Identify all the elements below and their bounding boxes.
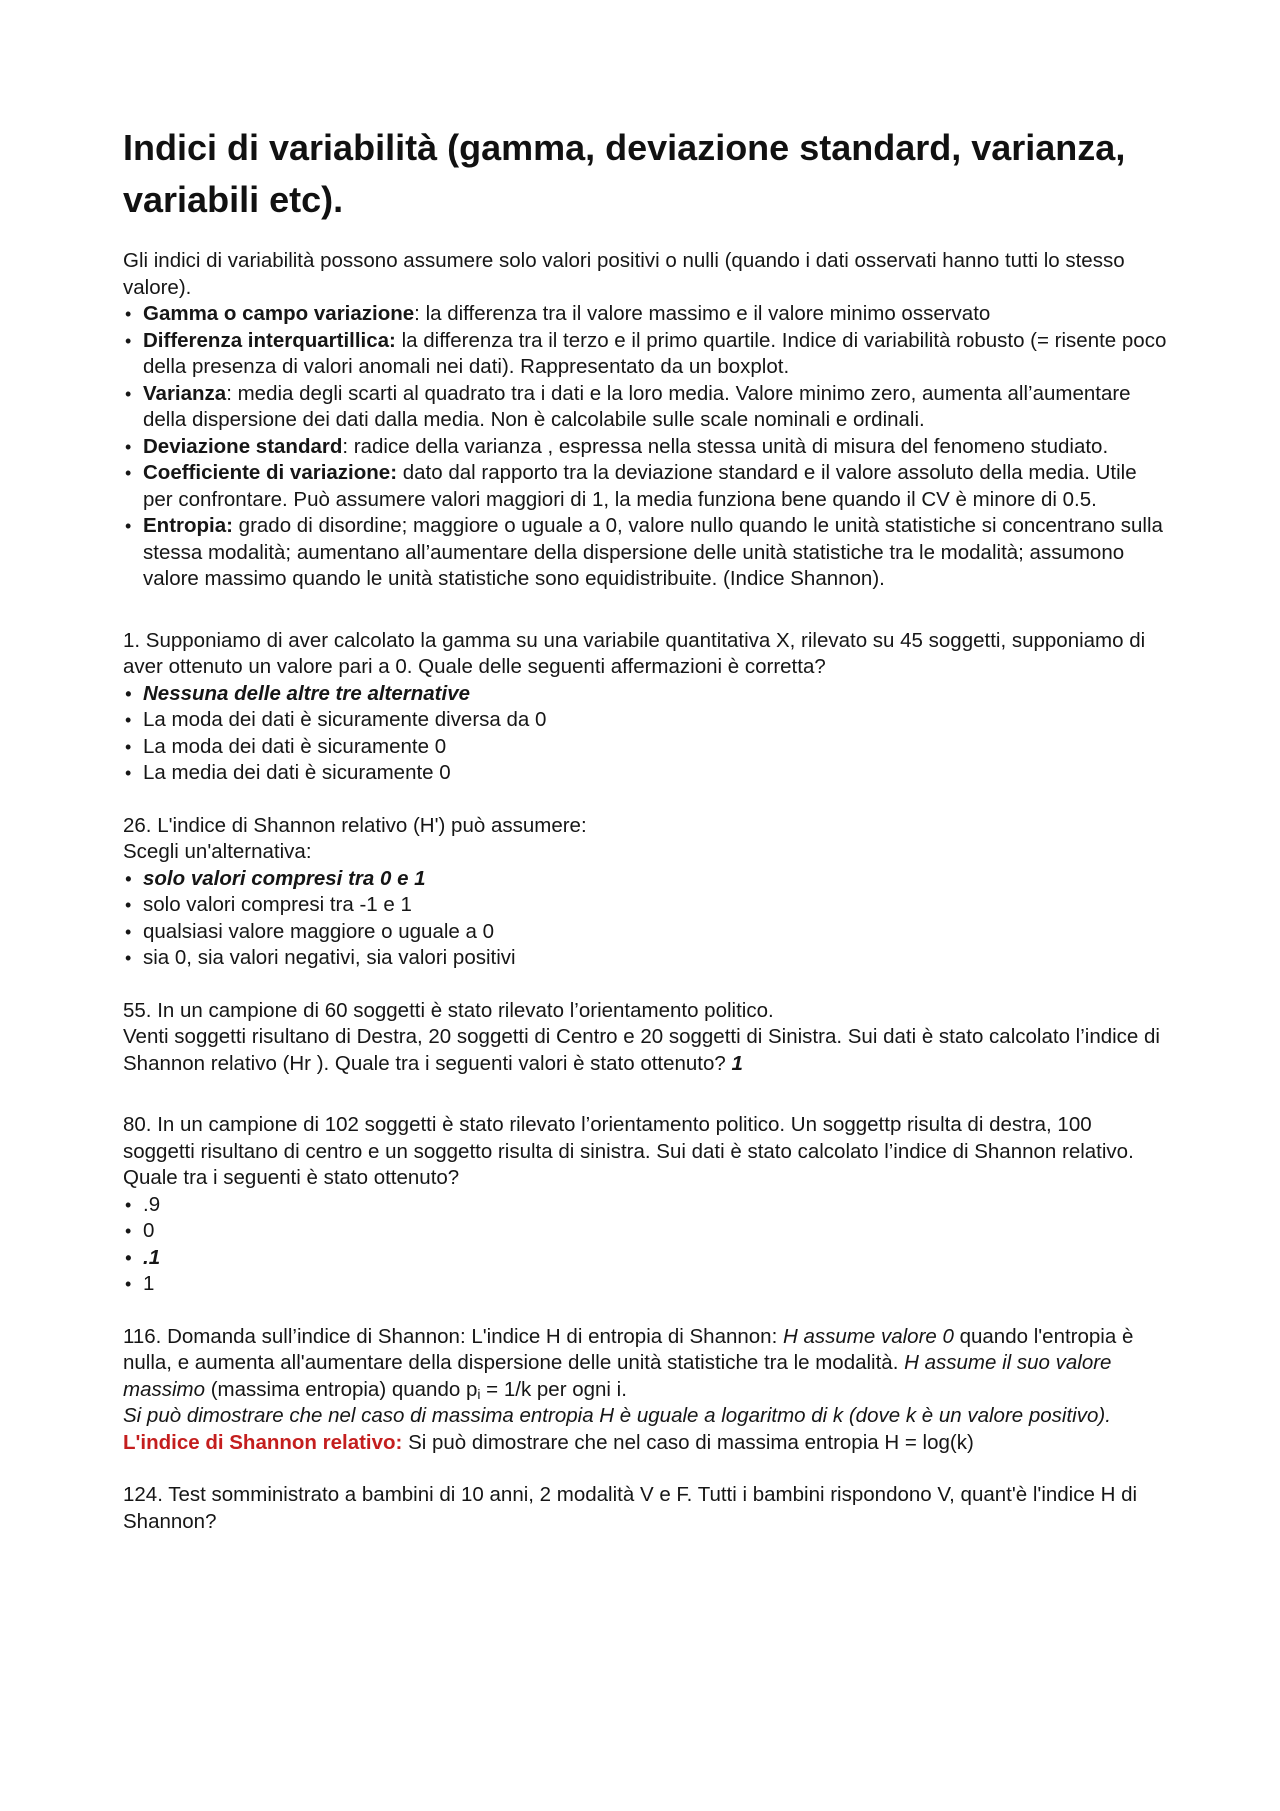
definition-text: dato dal rapporto tra la deviazione standard e il valore assoluto della media. Utile per confrontare. Può assumere valori maggiori di 1, la media funziona bene quando il CV è minore di 0.5. (143, 461, 1137, 511)
q116-text: (massima entropia) quando p (205, 1377, 478, 1401)
question-1-option: • La media dei dati è sicuramente 0 (123, 760, 1168, 787)
question-1-option: • La moda dei dati è sicuramente diversa da 0 (123, 707, 1168, 734)
definition-text: grado di disordine; maggiore o uguale a 0, valore nullo quando le unità statistiche si concentrano sulla stessa modalità; aumentano all’aumentare della dispersione delle unità statistiche tra le modalità; assumono valore massimo quando le unità statistiche sono equidistribuite. (Indice Shannon). (143, 514, 1163, 590)
definition-term: Gamma o campo variazione (143, 302, 415, 325)
question-55-text: Venti soggetti risultano di Destra, 20 soggetti di Centro e 20 soggetti di Sinistra. Sui dati è stato calcolato l’indice di Shannon relativo (Hr ). Quale tra i seguenti valori è stato ottenuto? (123, 1025, 1160, 1075)
question-55-line1: 55. In un campione di 60 soggetti è stato rilevato l’orientamento politico. (123, 998, 774, 1022)
q116-subscript: i (477, 1385, 481, 1402)
document-body (123, 248, 1168, 1535)
q116-text: = 1/k per ogni i. (480, 1377, 627, 1401)
q116-italic: H assume il suo valore massimo (123, 1351, 1112, 1401)
question-26-correct-option: • solo valori compresi tra 0 e 1 (123, 866, 1168, 893)
question-80-option: • 0 (123, 1218, 1168, 1245)
question-116 (123, 1324, 1168, 1457)
question-80-correct-option: • .1 (123, 1245, 1168, 1272)
q116-text: Si può dimostrare che nel caso di massima entropia H = log(k) (402, 1430, 974, 1454)
question-1-correct-option: • Nessuna delle altre tre alternative (123, 681, 1168, 708)
question-1 (123, 628, 1168, 787)
definition-separator: : (414, 302, 426, 325)
question-116-paragraph-1 (123, 1324, 1168, 1404)
definition-item (123, 328, 1168, 381)
q116-italic: H assume valore 0 (782, 1324, 954, 1348)
question-55 (123, 998, 1168, 1078)
definition-item (123, 301, 1168, 328)
document-page (123, 122, 1168, 1535)
question-26-option: • sia 0, sia valori negativi, sia valori positivi (123, 945, 1168, 972)
question-55-line2 (123, 1024, 1168, 1077)
question-26 (123, 813, 1168, 972)
definition-text: la differenza tra il valore massimo e il valore minimo osservato (425, 302, 991, 325)
definition-item (123, 460, 1168, 513)
question-1-options (123, 681, 1168, 787)
question-1-text: 1. Supponiamo di aver calcolato la gamma su una variabile quantitativa X, rilevato su 45 soggetti, supponiamo di aver ottenuto un valore pari a 0. Quale delle seguenti affermazioni è corretta? (123, 628, 1146, 678)
definition-term: Varianza (143, 381, 227, 405)
definition-item (123, 513, 1168, 593)
question-55-answer: 1 (731, 1051, 743, 1075)
definition-separator: : (342, 434, 354, 458)
question-26-text: 26. L'indice di Shannon relativo (H') può assumere: (123, 813, 587, 837)
definition-item (123, 381, 1168, 434)
question-116-paragraph-2 (123, 1403, 1168, 1456)
question-26-option: • qualsiasi valore maggiore o uguale a 0 (123, 919, 1168, 946)
definition-text: media degli scarti al quadrato tra i dati e la loro media. Valore minimo zero, aumenta all’aumentare della dispersione dei dati dalla media. Non è calcolabile sulle scale nominali e ordinali. (143, 381, 1131, 431)
page-title: Indici di variabilità (gamma, deviazione standard, varianza, variabili etc). (123, 127, 1126, 220)
definition-text: radice della varianza , espressa nella stessa unità di misura del fenomeno studiato. (353, 434, 1109, 458)
question-26-options (123, 866, 1168, 972)
definition-separator: : (226, 381, 238, 405)
definition-text: la differenza tra il terzo e il primo quartile. Indice di variabilità robusto (= risente poco della presenza di valori anomali nei dati). Rappresentato da un boxplot. (143, 328, 1167, 378)
question-80-text: 80. In un campione di 102 soggetti è stato rilevato l’orientamento politico. Un soggettp risulta di destra, 100 soggetti risultano di centro e un soggetto risulta di sinistra. Sui dati è stato calcolato l’indice di Shannon relativo. Quale tra i seguenti è stato ottenuto? (123, 1113, 1134, 1189)
question-26-prompt: Scegli un'alternativa: (123, 840, 312, 863)
question-124 (123, 1482, 1168, 1535)
q116-text: 116. Domanda sull’indice di Shannon: L'indice H di entropia di Shannon: (123, 1324, 783, 1348)
definition-term: Entropia: (143, 514, 233, 537)
question-80-options (123, 1192, 1168, 1298)
question-80-option: • .9 (123, 1192, 1168, 1219)
definition-term: Deviazione standard (143, 434, 343, 458)
question-124-text: 124. Test somministrato a bambini di 10 anni, 2 modalità V e F. Tutti i bambini rispondono V, quant'è l'indice H di Shannon? (123, 1483, 1138, 1533)
q116-highlight: L'indice di Shannon relativo: (123, 1430, 403, 1454)
q116-text: quando l'entropia è nulla, e aumenta all'aumentare della dispersione delle unità statistiche tra le modalità. (123, 1324, 1134, 1374)
question-26-option: • solo valori compresi tra -1 e 1 (123, 892, 1168, 919)
definition-term: Coefficiente di variazione: (143, 461, 398, 484)
question-80-option: • 1 (123, 1271, 1168, 1298)
definitions-list (123, 301, 1168, 593)
definition-item (123, 434, 1168, 461)
definition-term: Differenza interquartillica: (143, 328, 396, 352)
intro-paragraph: Gli indici di variabilità possono assumere solo valori positivi o nulli (quando i dati osservati hanno tutti lo stesso valore). (123, 249, 1125, 299)
question-80 (123, 1112, 1168, 1298)
q116-italic: Si può dimostrare che nel caso di massima entropia H è uguale a logaritmo di k (dove k è un valore positivo). (123, 1404, 1111, 1427)
question-1-option: • La moda dei dati è sicuramente 0 (123, 734, 1168, 761)
